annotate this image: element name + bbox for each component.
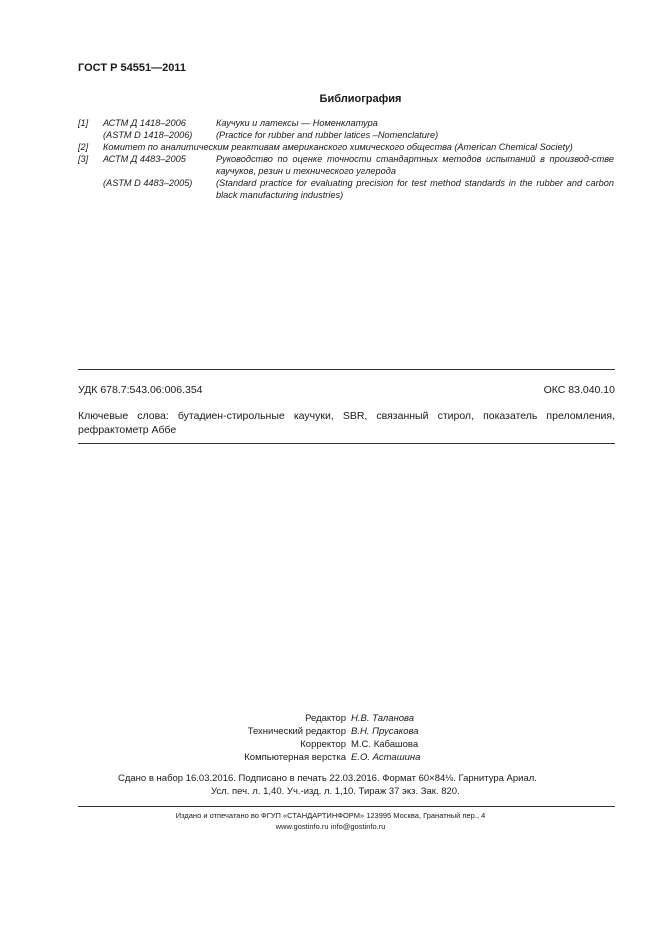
divider bbox=[78, 369, 615, 370]
ref-code: АСТМ Д 1418–2006 bbox=[103, 118, 186, 128]
ref-number: [3] bbox=[78, 154, 89, 164]
ref-code: (ASTM D 4483–2005) bbox=[103, 178, 193, 188]
divider bbox=[78, 806, 615, 807]
print-info-line1: Сдано в набор 16.03.2016. Подписано в печать 22.03.2016. Формат 60×84⅛. Гарнитура Ариал. bbox=[118, 773, 537, 784]
ref-code: АСТМ Д 4483–2005 bbox=[103, 154, 186, 164]
ref-description: (Standard practice for evaluating precision for test method standards in the rubber and carbon black manufacturing industries) bbox=[216, 178, 614, 200]
bibliography-title: Библиография bbox=[319, 93, 402, 105]
ref-description: (Practice for rubber and rubber latices –Nomenclature) bbox=[216, 130, 439, 140]
credit-name: В.Н. Прусакова bbox=[351, 726, 419, 737]
standard-code: ГОСТ Р 54551—2011 bbox=[78, 62, 186, 74]
credit-name: Н.В. Таланова bbox=[351, 713, 415, 724]
credit-name: М.С. Кабашова bbox=[351, 739, 419, 750]
ref-code: (ASTM D 1418–2006) bbox=[103, 130, 193, 140]
ref-description: Каучуки и латексы — Номенклатура bbox=[216, 118, 378, 128]
credit-role: Редактор bbox=[305, 713, 346, 724]
publisher-info: Издано и отпечатано во ФГУП «СТАНДАРТИНФОРМ» 123995 Москва, Гранатный пер., 4 bbox=[175, 811, 486, 820]
divider bbox=[78, 443, 615, 444]
udk-code: УДК 678.7:543.06:006.354 bbox=[78, 384, 203, 396]
credit-name: Е.О. Асташина bbox=[351, 752, 421, 763]
ref-number: [2] bbox=[78, 142, 89, 152]
credit-role: Компьютерная верстка bbox=[244, 752, 346, 763]
credit-role: Технический редактор bbox=[247, 726, 346, 737]
keywords: Ключевые слова: бутадиен-стирольные каучуки, SBR, связанный стирол, показатель преломления, рефрактометр Аббе bbox=[78, 410, 615, 436]
ref-description: Руководство по оценке точности стандартных методов испытаний в производ-стве каучуков, резин и технического углерода bbox=[216, 154, 614, 176]
credit-role: Корректор bbox=[300, 739, 346, 750]
oks-code: ОКС 83.040.10 bbox=[543, 384, 615, 396]
print-info-line2: Усл. печ. л. 1,40. Уч.-изд. л. 1,10. Тираж 37 экз. Зак. 820. bbox=[211, 786, 460, 797]
ref-description: Комитет по аналитическим реактивам американского химического общества (American Chemical Society) bbox=[103, 142, 573, 152]
ref-number: [1] bbox=[78, 118, 89, 128]
publisher-contacts: www.gostinfo.ru info@gostinfo.ru bbox=[275, 822, 386, 831]
